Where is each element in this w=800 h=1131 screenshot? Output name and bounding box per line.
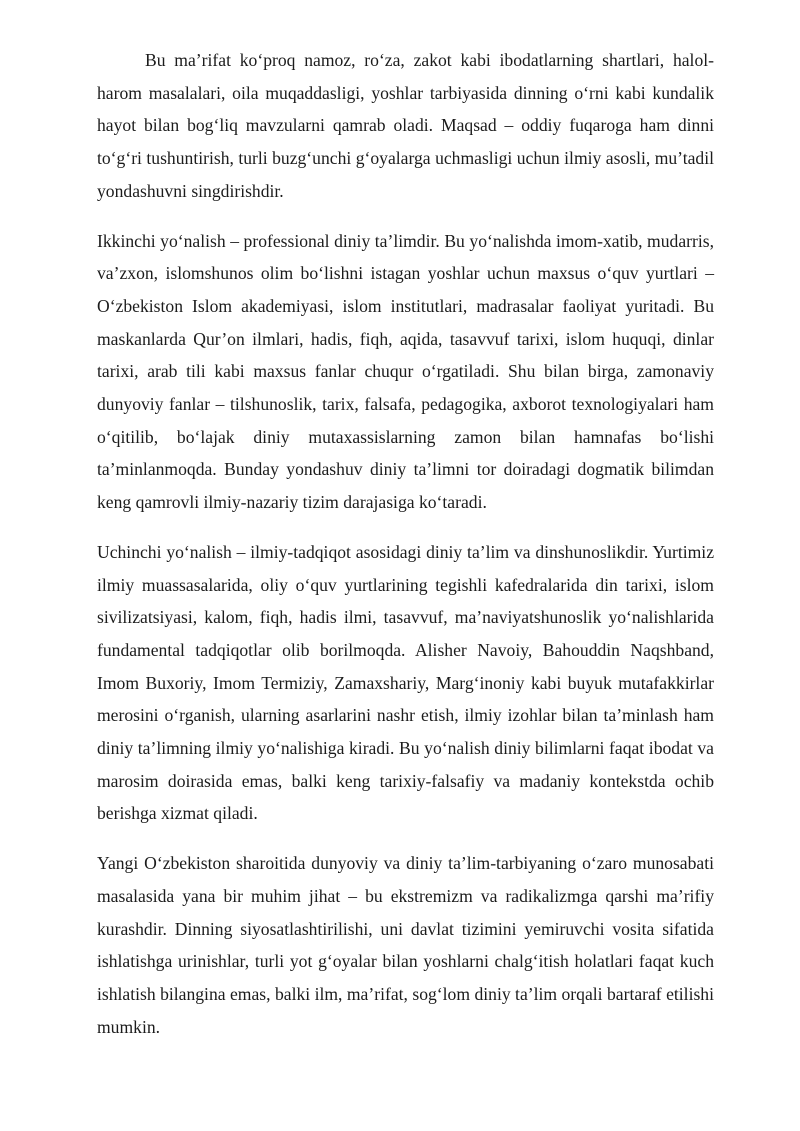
paragraph-2: Ikkinchi yo‘nalish – professional diniy ta’limdir. Bu yo‘nalishda imom-xatib, mudarris, va’zxon, islomshunos olim bo‘lishni istagan yoshlar uchun maxsus o‘quv yurtlari – O‘zbekiston Islom akademiyasi, islom institutlari, madrasalar faoliyat yuritadi. Bu maskanlarda Qur’on ilmlari, hadis, fiqh, aqida, tasavvuf tarixi, islom huquqi, dinlar tarixi, arab tili kabi maxsus fanlar chuqur o‘rgatiladi. Shu bilan birga, zamonaviy dunyoviy fanlar – tilshunoslik, tarix, falsafa, pedagogika, axborot texnologiyalari ham o‘qitilib, bo‘lajak diniy mutaxassislarning zamon bilan hamnafas bo‘lishi ta’minlanmoqda. Bunday yondashuv diniy ta’limni tor doiradagi dogmatik bilimdan keng qamrovli ilmiy-nazariy tizim darajasiga ko‘taradi. (97, 230, 714, 513)
document-body (97, 44, 714, 1060)
paragraph-3: Uchinchi yo‘nalish – ilmiy-tadqiqot asosidagi diniy ta’lim va dinshunoslikdir. Yurtimiz ilmiy muassasalarida, oliy o‘quv yurtlarining tegishli kafedralarida din tarixi, islom sivilizatsiyasi, kalom, fiqh, hadis ilmi, tasavvuf, ma’naviyatshunoslik yo‘nalishlarida fundamental tadqiqotlar olib borilmoqda. Alisher Navoiy, Bahouddin Naqshband, Imom Buxoriy, Imom Termiziy, Zamaxshariy, Marg‘inoniy kabi buyuk mutafakkirlar merosini o‘rganish, ularning asarlarini nashr etish, ilmiy izohlar bilan ta’minlash ham diniy ta’limning ilmiy yo‘nalishiga kiradi. Bu yo‘nalish diniy bilimlarni faqat ibodat va marosim doirasida emas, balki keng tarixiy-falsafiy va madaniy kontekstda ochib berishga xizmat qiladi. (97, 541, 714, 824)
paragraph-1: Bu ma’rifat ko‘proq namoz, ro‘za, zakot kabi ibodatlarning shartlari, halol-harom masalalari, oila muqaddasligi, yoshlar tarbiyasida dinning o‘rni kabi kundalik hayot bilan bog‘liq mavzularni qamrab oladi. Maqsad – oddiy fuqaroga ham dinni to‘g‘ri tushuntirish, turli buzg‘unchi g‘oyalarga uchmasligi uchun ilmiy asosli, mu’tadil yondashuvni singdirishdir. (97, 50, 714, 201)
paragraph-4: Yangi O‘zbekiston sharoitida dunyoviy va diniy ta’lim-tarbiyaning o‘zaro munosabati masalasida yana bir muhim jihat – bu ekstremizm va radikalizmga qarshi ma’rifiy kurashdir. Dinning siyosatlashtirilishi, uni davlat tizimini yemiruvchi vosita sifatida ishlatishga urinishlar, turli yot g‘oyalar bilan yoshlarni chalg‘itish holatlari faqat kuch ishlatish bilangina emas, balki ilm, ma’rifat, sog‘lom diniy ta’lim orqali bartaraf etilishi mumkin. (97, 853, 714, 1037)
